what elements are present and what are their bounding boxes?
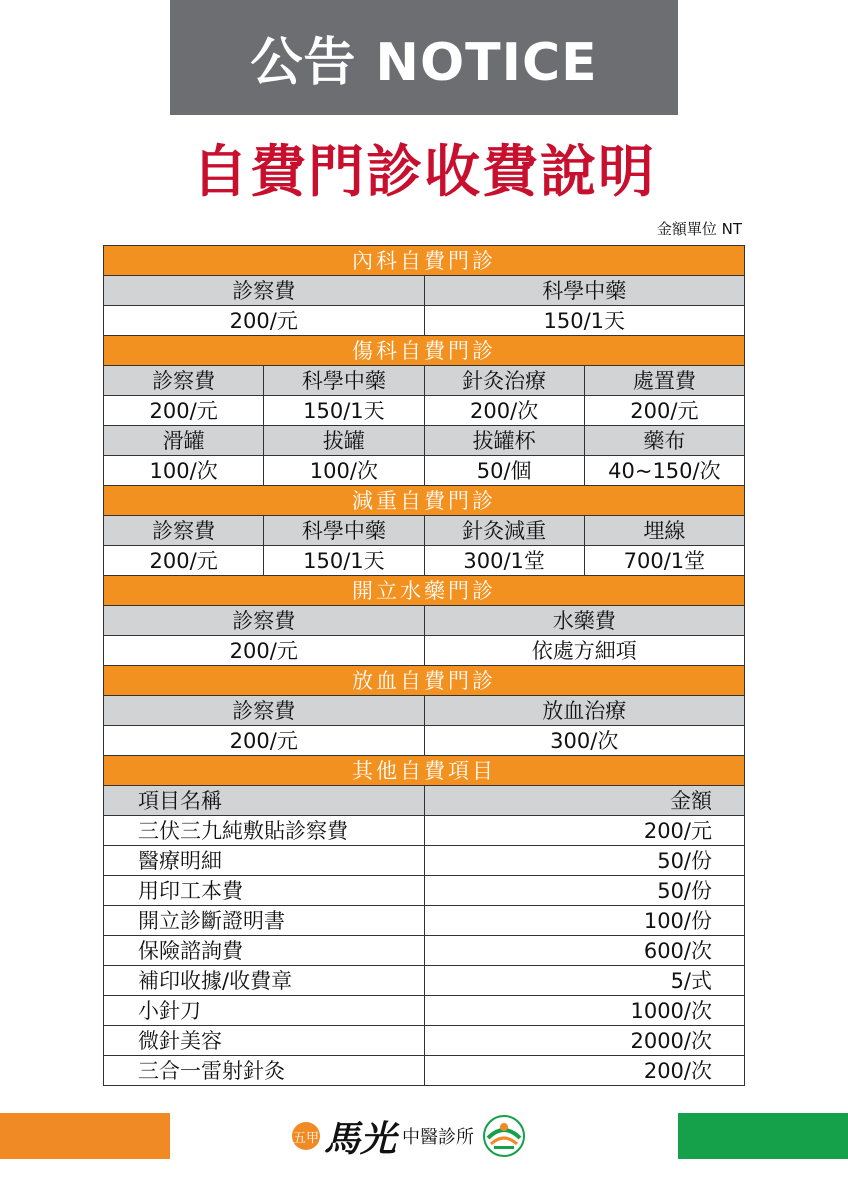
currency-unit-note: 金額單位 NT [656, 220, 742, 238]
table-row [104, 996, 745, 1026]
table-row [104, 1056, 745, 1086]
value-cell: 40~150/次 [584, 456, 744, 486]
table-row [104, 1026, 745, 1056]
value-cell: 300/1堂 [424, 546, 584, 576]
table-row [104, 846, 745, 876]
clinic-logo [292, 1108, 526, 1164]
section-bloodletting-title: 放血自費門診 [104, 666, 745, 696]
item-amount-cell: 50/份 [424, 876, 745, 906]
item-amount-cell: 600/次 [424, 936, 745, 966]
header-cell: 診察費 [104, 366, 264, 396]
notice-banner [170, 0, 678, 115]
fee-table [103, 245, 745, 1086]
item-name-cell: 用印工本費 [104, 876, 425, 906]
table-row [104, 876, 745, 906]
item-name-cell: 三伏三九純敷貼診察費 [104, 816, 425, 846]
header-cell: 針灸減重 [424, 516, 584, 546]
item-amount-cell: 2000/次 [424, 1026, 745, 1056]
logo-badge: 五甲 [292, 1122, 320, 1150]
table-row [104, 816, 745, 846]
header-cell: 診察費 [104, 696, 425, 726]
header-cell: 科學中藥 [264, 366, 424, 396]
value-cell: 150/1天 [264, 546, 424, 576]
clinic-emblem-icon [482, 1114, 526, 1158]
section-other-title: 其他自費項目 [104, 756, 745, 786]
section-internal-title: 內科自費門診 [104, 246, 745, 276]
item-amount-cell: 1000/次 [424, 996, 745, 1026]
value-cell: 100/次 [264, 456, 424, 486]
value-cell: 200/元 [104, 636, 425, 666]
header-cell: 水藥費 [424, 606, 745, 636]
value-cell: 700/1堂 [584, 546, 744, 576]
header-cell: 診察費 [104, 276, 425, 306]
header-cell: 放血治療 [424, 696, 745, 726]
value-cell: 200/元 [104, 546, 264, 576]
item-amount-cell: 200/次 [424, 1056, 745, 1086]
item-amount-cell: 5/式 [424, 966, 745, 996]
value-cell: 150/1天 [264, 396, 424, 426]
page-title: 自費門診收費說明 [192, 140, 656, 205]
value-cell: 200/元 [104, 396, 264, 426]
table-row [104, 936, 745, 966]
footer-orange-bar [0, 1113, 170, 1159]
header-cell: 處置費 [584, 366, 744, 396]
item-amount-cell: 200/元 [424, 816, 745, 846]
item-name-cell: 保險諮詢費 [104, 936, 425, 966]
table-row [104, 966, 745, 996]
item-name-cell: 補印收據/收費章 [104, 966, 425, 996]
header-cell: 藥布 [584, 426, 744, 456]
value-cell: 依處方細項 [424, 636, 745, 666]
item-name-cell: 三合一雷射針灸 [104, 1056, 425, 1086]
header-cell: 科學中藥 [424, 276, 745, 306]
header-cell: 拔罐杯 [424, 426, 584, 456]
header-cell: 科學中藥 [264, 516, 424, 546]
column-header-amount: 金額 [424, 786, 745, 816]
item-name-cell: 小針刀 [104, 996, 425, 1026]
section-trauma-title: 傷科自費門診 [104, 336, 745, 366]
value-cell: 200/元 [104, 306, 425, 336]
value-cell: 150/1天 [424, 306, 745, 336]
header-cell: 針灸治療 [424, 366, 584, 396]
value-cell: 300/次 [424, 726, 745, 756]
value-cell: 50/個 [424, 456, 584, 486]
logo-script-text: 馬光 [324, 1117, 397, 1160]
value-cell: 200/元 [104, 726, 425, 756]
section-weight-title: 減重自費門診 [104, 486, 745, 516]
item-name-cell: 微針美容 [104, 1026, 425, 1056]
item-amount-cell: 50/份 [424, 846, 745, 876]
table-row [104, 906, 745, 936]
item-name-cell: 開立診斷證明書 [104, 906, 425, 936]
column-header-item-name: 項目名稱 [104, 786, 425, 816]
header-cell: 埋線 [584, 516, 744, 546]
header-cell: 拔罐 [264, 426, 424, 456]
header-cell: 滑罐 [104, 426, 264, 456]
section-decoction-title: 開立水藥門診 [104, 576, 745, 606]
header-cell: 診察費 [104, 606, 425, 636]
item-amount-cell: 100/份 [424, 906, 745, 936]
header-cell: 診察費 [104, 516, 264, 546]
value-cell: 200/元 [584, 396, 744, 426]
logo-clinic-name: 中醫診所 [402, 1127, 475, 1148]
value-cell: 200/次 [424, 396, 584, 426]
notice-text: 公告 NOTICE [250, 33, 598, 93]
footer-green-bar [678, 1113, 848, 1159]
value-cell: 100/次 [104, 456, 264, 486]
item-name-cell: 醫療明細 [104, 846, 425, 876]
